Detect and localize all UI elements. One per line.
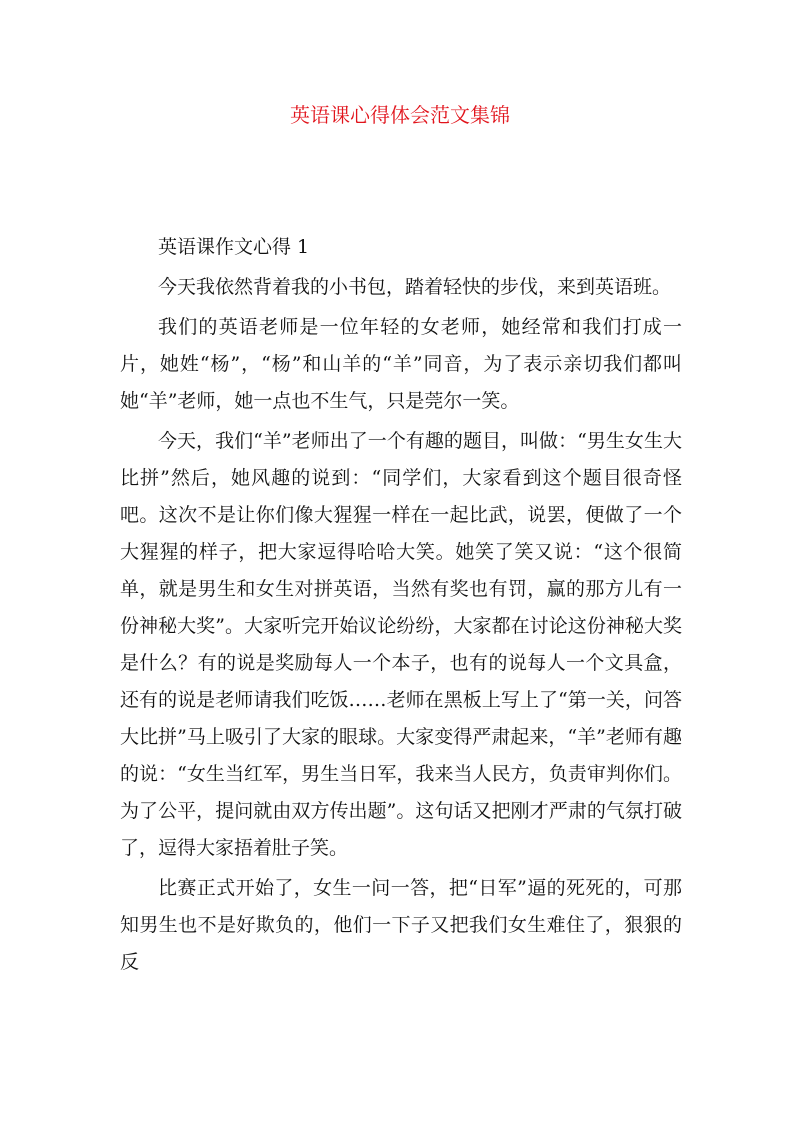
page-title: 英语课心得体会范文集锦 bbox=[290, 103, 510, 127]
paragraph-1: 今天我依然背着我的小书包，踏着轻快的步伐，来到英语班。 bbox=[158, 276, 672, 298]
paragraph-2: 我们的英语老师是一位年轻的女老师，她经常和我们打成一片，她姓“杨”，“杨”和山羊的“羊”同音，为了表示亲切我们都叫她“羊”老师，她一点也不生气，只是莞尔一笑。 bbox=[120, 316, 682, 412]
section-heading: 英语课作文心得 1 bbox=[158, 236, 310, 258]
document-body bbox=[120, 229, 682, 981]
paragraph-4: 比赛正式开始了，女生一问一答，把“日军”逼的死死的，可那知男生也不是好欺负的，他们一下子又把我们女生难住了，狠狠的反 bbox=[120, 877, 682, 973]
paragraph-3: 今天，我们“羊”老师出了一个有趣的题目，叫做：“男生女生大比拼”然后，她风趣的说到：“同学们，大家看到这个题目很奇怪吧。这次不是让你们像大猩猩一样在一起比武，说罢，便做了一个大猩猩的样子，把大家逗得哈哈大笑。她笑了笑又说：“这个很简单，就是男生和女生对拼英语，当然有奖也有罚，赢的那方儿有一份神秘大奖”。大家听完开始议论纷纷，大家都在讨论这份神秘大奖是什么？有的说是奖励每人一个本子，也有的说每人一个文具盒，还有的说是老师请我们吃饭……老师在黑板上写上了“第一关，问答大比拼”马上吸引了大家的眼球。大家变得严肃起来，“羊”老师有趣的说：“女生当红军，男生当日军，我来当人民方，负责审判你们。为了公平，提问就由双方传出题”。这句话又把刚才严肃的气氛打破了，逗得大家捂着肚子笑。 bbox=[120, 430, 682, 859]
